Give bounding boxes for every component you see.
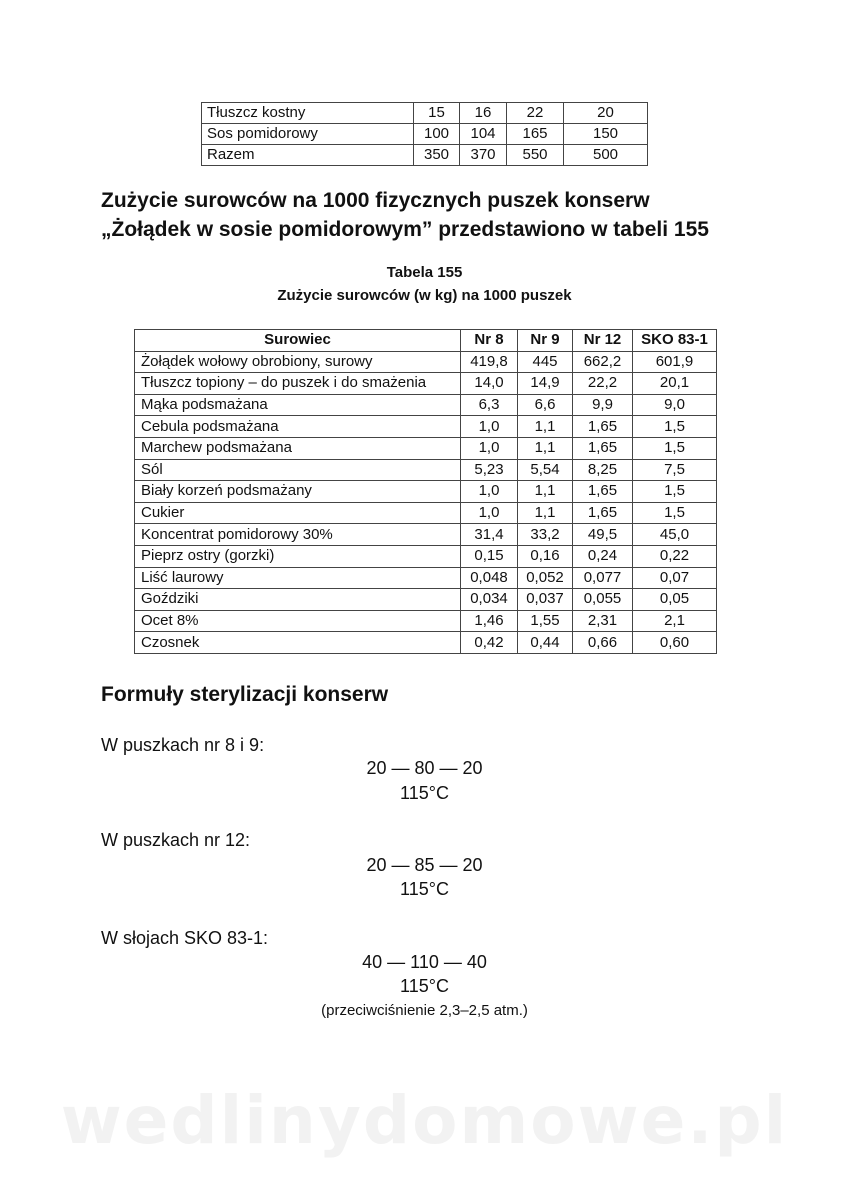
table-row [135, 373, 717, 395]
column-header: SKO 83-1 [633, 330, 717, 352]
column-header: Nr 12 [573, 330, 633, 352]
cell-value: 5,54 [518, 459, 573, 481]
cell-value: 31,4 [461, 524, 518, 546]
formula-label: W słojach SKO 83-1: [101, 928, 269, 948]
ingredient-name: Koncentrat pomidorowy 30% [135, 524, 461, 546]
table-row [135, 394, 717, 416]
cell-value: 2,1 [633, 610, 717, 632]
cell-value: 9,9 [573, 394, 633, 416]
formula-temperature: 115°C [400, 976, 449, 996]
cell-value: 1,1 [518, 416, 573, 438]
cell-value: 0,05 [633, 589, 717, 611]
ingredient-name: Czosnek [135, 632, 461, 654]
table-row [135, 610, 717, 632]
cell-value: 370 [460, 145, 507, 166]
cell-value: 6,3 [461, 394, 518, 416]
formula-temperature: 115°C [400, 879, 449, 899]
ingredients-table [134, 329, 717, 654]
cell-value: 15 [414, 103, 460, 124]
cell-value: 601,9 [633, 351, 717, 373]
cell-value: 1,1 [518, 502, 573, 524]
cell-value: 9,0 [633, 394, 717, 416]
cell-value: 22 [507, 103, 564, 124]
ingredient-name: Goździki [135, 589, 461, 611]
cell-value: 1,65 [573, 437, 633, 459]
table-row [135, 632, 717, 654]
cell-value: 0,60 [633, 632, 717, 654]
cell-value: 0,44 [518, 632, 573, 654]
table-row [202, 103, 648, 124]
formula-label: W puszkach nr 12: [101, 830, 251, 850]
cell-value: 1,0 [461, 481, 518, 503]
cell-value: 1,65 [573, 416, 633, 438]
cell-value: 419,8 [461, 351, 518, 373]
ingredient-name: Marchew podsmażana [135, 437, 461, 459]
cell-value: 0,048 [461, 567, 518, 589]
heading-line: Zużycie surowców na 1000 fizycznych puszek konserw [101, 189, 650, 212]
ingredient-name: Biały korzeń podsmażany [135, 481, 461, 503]
cell-value: 1,0 [461, 502, 518, 524]
row-name: Sos pomidorowy [202, 124, 414, 145]
table-row [135, 351, 717, 373]
ingredient-name: Liść laurowy [135, 567, 461, 589]
cell-value: 445 [518, 351, 573, 373]
cell-value: 33,2 [518, 524, 573, 546]
ingredient-name: Mąka podsmażana [135, 394, 461, 416]
column-header: Nr 8 [461, 330, 518, 352]
cell-value: 2,31 [573, 610, 633, 632]
sterilization-title: Formuły sterylizacji konserw [101, 683, 389, 706]
watermark: wedlinydomowe.pl [60, 1082, 789, 1159]
ingredient-name: Cukier [135, 502, 461, 524]
cell-value: 0,077 [573, 567, 633, 589]
cell-value: 1,0 [461, 416, 518, 438]
table-row [135, 545, 717, 567]
section-heading [101, 186, 801, 244]
cell-value: 1,5 [633, 481, 717, 503]
cell-value: 5,23 [461, 459, 518, 481]
heading-line: „Żołądek w sosie pomidorowym” przedstawiono w tabeli 155 [101, 218, 709, 241]
cell-value: 1,5 [633, 416, 717, 438]
cell-value: 0,66 [573, 632, 633, 654]
cell-value: 0,22 [633, 545, 717, 567]
table-row [135, 502, 717, 524]
table-caption: Tabela 155 [386, 264, 463, 281]
cell-value: 350 [414, 145, 460, 166]
cell-value: 0,15 [461, 545, 518, 567]
ingredient-name: Pieprz ostry (gorzki) [135, 545, 461, 567]
table-subcaption: Zużycie surowców (w kg) na 1000 puszek [277, 287, 572, 304]
cell-value: 8,25 [573, 459, 633, 481]
cell-value: 1,55 [518, 610, 573, 632]
column-header: Nr 9 [518, 330, 573, 352]
cell-value: 550 [507, 145, 564, 166]
table-row [135, 567, 717, 589]
cell-value: 6,6 [518, 394, 573, 416]
cell-value: 104 [460, 124, 507, 145]
cell-value: 0,055 [573, 589, 633, 611]
cell-value: 500 [564, 145, 648, 166]
cell-value: 0,16 [518, 545, 573, 567]
cell-value: 20,1 [633, 373, 717, 395]
cell-value: 0,24 [573, 545, 633, 567]
cell-value: 1,46 [461, 610, 518, 632]
table-row [202, 145, 648, 166]
cell-value: 662,2 [573, 351, 633, 373]
table-body [135, 351, 717, 653]
cell-value: 1,65 [573, 481, 633, 503]
top-continuation-table [201, 102, 648, 166]
cell-value: 150 [564, 124, 648, 145]
formula-note: (przeciwciśnienie 2,3–2,5 atm.) [321, 1002, 528, 1019]
cell-value: 1,1 [518, 481, 573, 503]
cell-value: 0,037 [518, 589, 573, 611]
cell-value: 1,0 [461, 437, 518, 459]
cell-value: 14,0 [461, 373, 518, 395]
cell-value: 7,5 [633, 459, 717, 481]
cell-value: 1,1 [518, 437, 573, 459]
table-header-row [135, 330, 717, 352]
table-row [135, 481, 717, 503]
cell-value: 45,0 [633, 524, 717, 546]
table-row [135, 437, 717, 459]
cell-value: 0,034 [461, 589, 518, 611]
cell-value: 1,5 [633, 502, 717, 524]
cell-value: 100 [414, 124, 460, 145]
ingredient-name: Ocet 8% [135, 610, 461, 632]
table-row [135, 459, 717, 481]
ingredient-name: Tłuszcz topiony – do puszek i do smażenia [135, 373, 461, 395]
cell-value: 0,42 [461, 632, 518, 654]
formula-value: 20 — 85 — 20 [366, 855, 483, 875]
row-name: Tłuszcz kostny [202, 103, 414, 124]
table-row [135, 416, 717, 438]
formula-value: 40 — 110 — 40 [362, 952, 487, 972]
ingredient-name: Sól [135, 459, 461, 481]
formula-temperature: 115°C [400, 783, 449, 803]
formula-value: 20 — 80 — 20 [366, 758, 483, 778]
cell-value: 22,2 [573, 373, 633, 395]
ingredient-name: Żołądek wołowy obrobiony, surowy [135, 351, 461, 373]
cell-value: 1,5 [633, 437, 717, 459]
cell-value: 165 [507, 124, 564, 145]
table-row [135, 524, 717, 546]
formula-label: W puszkach nr 8 i 9: [101, 735, 265, 755]
cell-value: 49,5 [573, 524, 633, 546]
cell-value: 14,9 [518, 373, 573, 395]
cell-value: 16 [460, 103, 507, 124]
cell-value: 0,052 [518, 567, 573, 589]
cell-value: 1,65 [573, 502, 633, 524]
table-row [202, 124, 648, 145]
ingredient-name: Cebula podsmażana [135, 416, 461, 438]
cell-value: 20 [564, 103, 648, 124]
row-name: Razem [202, 145, 414, 166]
table-row [135, 589, 717, 611]
column-header: Surowiec [135, 330, 461, 352]
cell-value: 0,07 [633, 567, 717, 589]
